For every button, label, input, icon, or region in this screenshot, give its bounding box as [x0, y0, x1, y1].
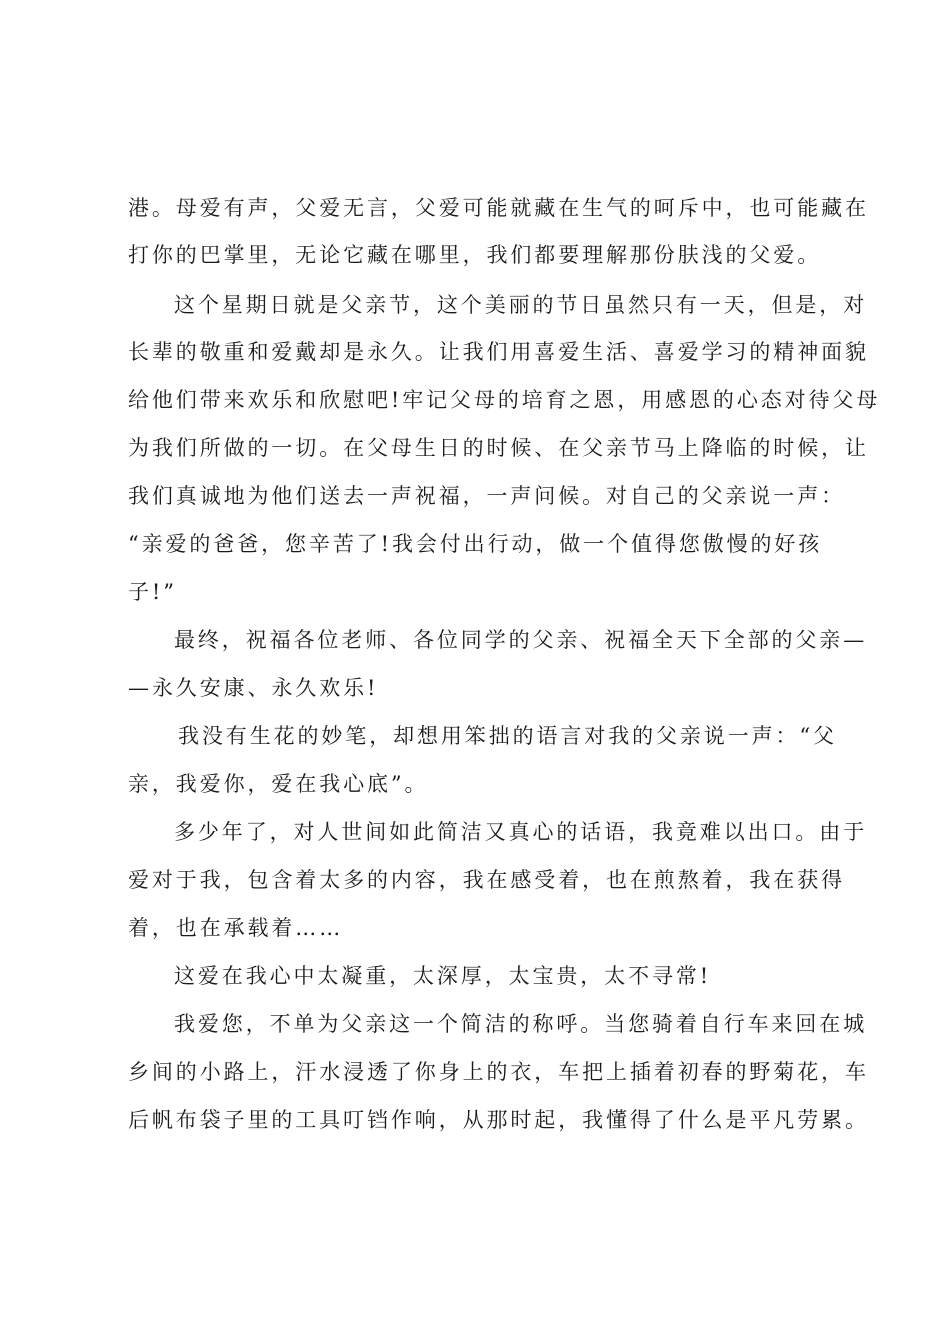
paragraph-line: —永久安康、永久欢乐!	[128, 676, 379, 700]
paragraph-line: 多少年了，对人世间如此简洁又真心的话语，我竟难以出口。由于	[174, 820, 868, 844]
paragraph-line: 后帆布袋子里的工具叮铛作响，从那时起，我懂得了什么是平凡劳累。	[128, 1108, 869, 1132]
paragraph-line: 最终，祝福各位老师、各位同学的父亲、祝福全天下全部的父亲—	[174, 628, 868, 652]
paragraph-line: 打你的巴掌里，无论它藏在哪里，我们都要理解那份肤浅的父爱。	[128, 243, 822, 267]
paragraph-line: 亲，我爱你，爱在我心底”。	[128, 772, 429, 796]
paragraph-line: 这个星期日就是父亲节，这个美丽的节日虽然只有一天，但是，对	[174, 293, 868, 317]
paragraph-line: 为我们所做的一切。在父母生日的时候、在父亲节马上降临的时候，让	[128, 436, 869, 460]
paragraph-line: 这爱在我心中太凝重，太深厚，太宝贵，太不寻常!	[174, 964, 712, 988]
paragraph-line: 港。母爱有声，父爱无言，父爱可能就藏在生气的呵斥中，也可能藏在	[128, 196, 869, 220]
paragraph-line: 子!”	[128, 580, 177, 604]
paragraph-line: 我没有生花的妙笔，却想用笨拙的语言对我的父亲说一声：“父	[178, 724, 837, 748]
paragraph-line: 着，也在承载着……	[128, 916, 344, 940]
paragraph-line: “亲爱的爸爸，您辛苦了!我会付出行动，做一个值得您傲慢的好孩	[128, 532, 823, 556]
paragraph-line: 我们真诚地为他们送去一声祝福，一声问候。对自己的父亲说一声：	[128, 484, 845, 508]
paragraph-line: 爱对于我，包含着太多的内容，我在感受着，也在煎熬着，我在获得	[128, 868, 845, 892]
paragraph-line: 长辈的敬重和爱戴却是永久。让我们用喜爱生活、喜爱学习的精神面貌	[128, 340, 869, 364]
paragraph-line: 乡间的小路上，汗水浸透了你身上的衣，车把上插着初春的野菊花，车	[128, 1060, 869, 1084]
paragraph-line: 给他们带来欢乐和欣慰吧!牢记父母的培育之恩，用感恩的心态对待父母	[128, 388, 881, 412]
paragraph-line: 我爱您，不单为父亲这一个简洁的称呼。当您骑着自行车来回在城	[174, 1012, 868, 1036]
